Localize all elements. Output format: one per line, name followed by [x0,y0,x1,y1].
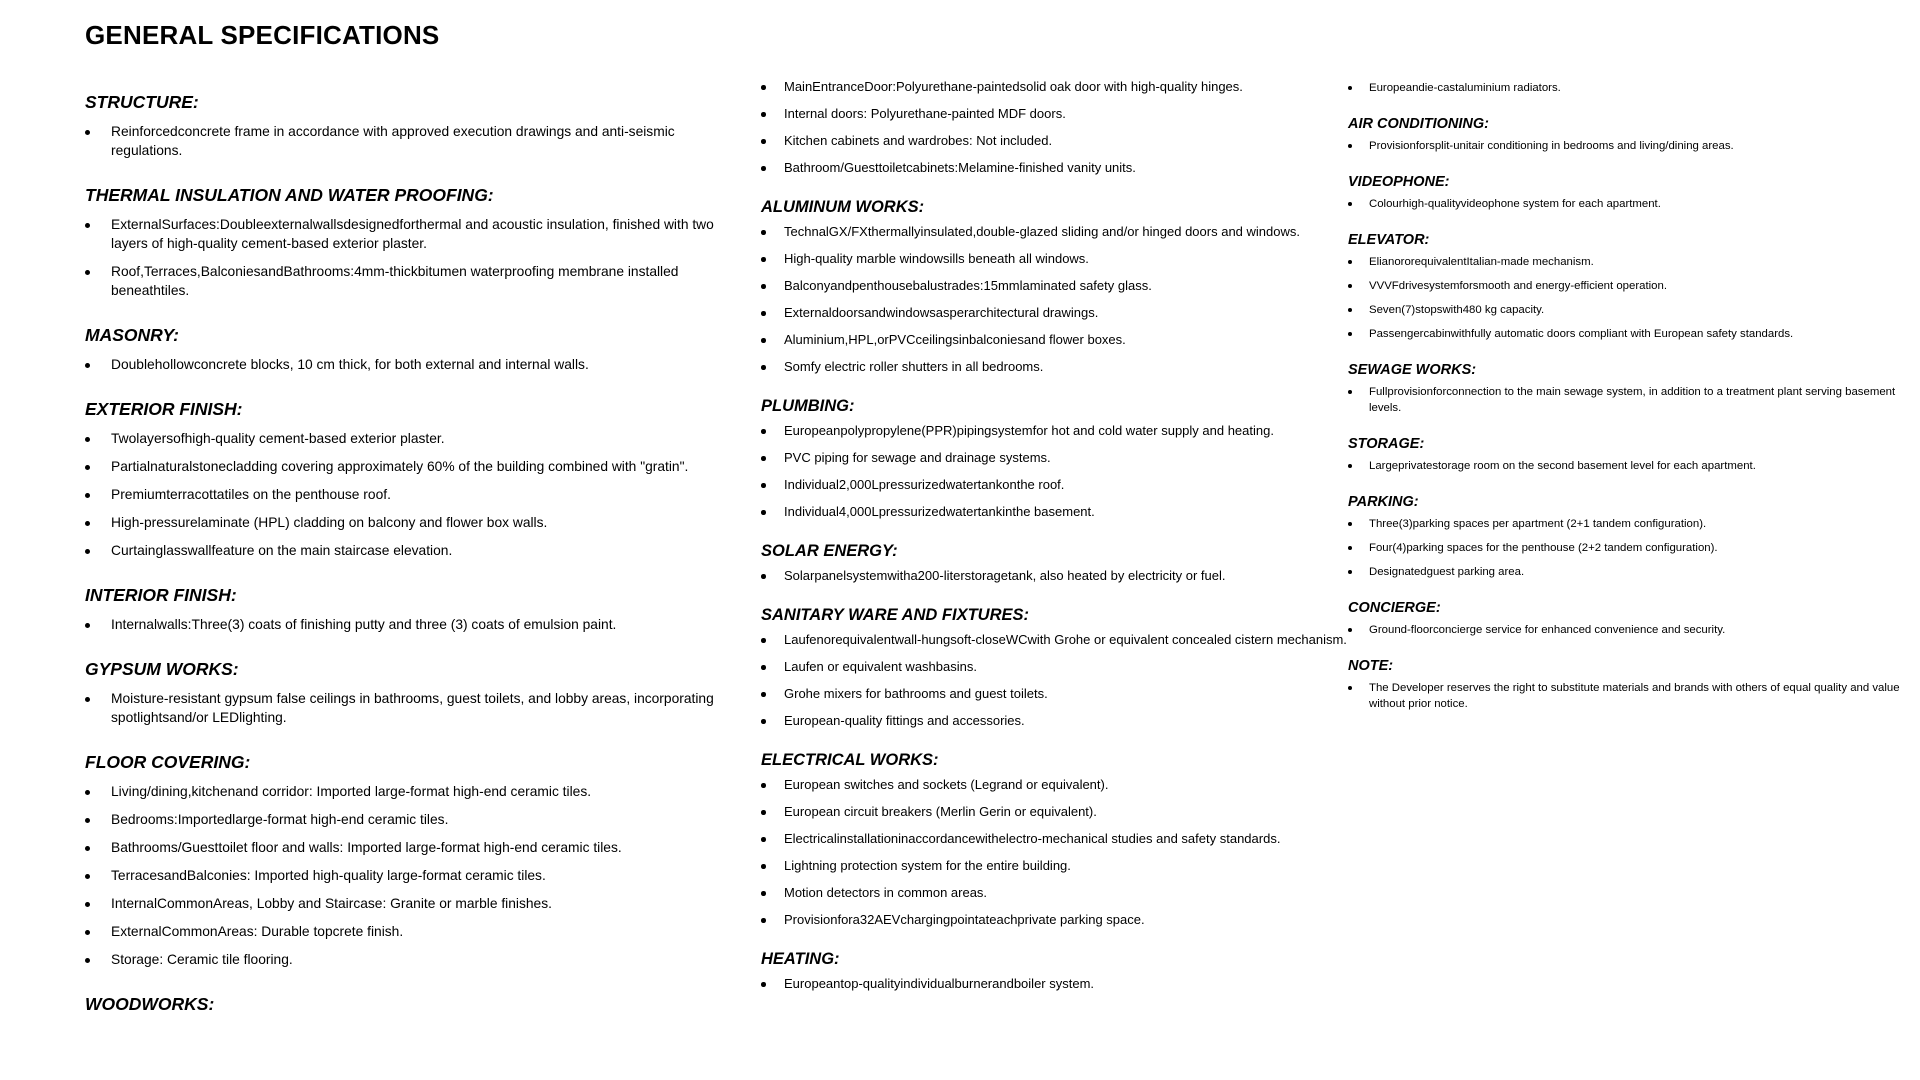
spec-list-item: Individual2,000Lpressurizedwatertankonthe roof. [761,476,1361,493]
spec-list [85,122,745,160]
spec-list-item: Passengercabinwithfully automatic doors compliant with European safety standards. [1348,326,1908,342]
spec-list-item: Doublehollowconcrete blocks, 10 cm thick, for both external and internal walls. [85,355,745,374]
spec-list-item: Three(3)parking spaces per apartment (2+1 tandem configuration). [1348,516,1908,532]
spec-list [1348,196,1908,212]
spec-list-item: Externaldoorsandwindowsasperarchitectural drawings. [761,304,1361,321]
spec-section [85,325,745,374]
spec-section [1348,174,1908,212]
spec-list [1348,680,1908,712]
spec-list-item: European-quality fittings and accessories. [761,712,1361,729]
section-heading: ELECTRICAL WORKS: [761,751,939,769]
spec-list-item: European circuit breakers (Merlin Gerin or equivalent). [761,803,1361,820]
section-heading: AIR CONDITIONING: [1348,116,1489,132]
spec-list-item: Four(4)parking spaces for the penthouse (2+2 tandem configuration). [1348,540,1908,556]
spec-list-item: Europeanpolypropylene(PPR)pipingsystemfor hot and cold water supply and heating. [761,422,1361,439]
spec-list [1348,622,1908,638]
spec-list [85,615,745,634]
section-heading: SOLAR ENERGY: [761,542,898,560]
spec-list-item: Internalwalls:Three(3) coats of finishing putty and three (3) coats of emulsion paint. [85,615,745,634]
spec-list-item: Lightning protection system for the entire building. [761,857,1361,874]
section-heading: THERMAL INSULATION AND WATER PROOFING: [85,185,494,205]
spec-list-item: High-quality marble windowsills beneath all windows. [761,250,1361,267]
spec-list [85,689,745,727]
spec-section [85,399,745,560]
spec-section [85,585,745,634]
spec-list-item: Living/dining,kitchenand corridor: Imported large-format high-end ceramic tiles. [85,782,745,801]
spec-list-item: ElianororequivalentItalian-made mechanism. [1348,254,1908,270]
section-heading: HEATING: [761,950,840,968]
spec-column-2 [761,78,1361,1002]
spec-list [85,215,745,300]
spec-section [1348,494,1908,580]
spec-list-item: Roof,Terraces,BalconiesandBathrooms:4mm-thickbitumen waterproofing membrane installed beneathtiles. [85,262,745,300]
spec-section [1348,80,1908,96]
spec-list [1348,384,1908,416]
spec-list-item: Ground-floorconcierge service for enhanced convenience and security. [1348,622,1908,638]
spec-list [761,975,1361,992]
spec-list [761,422,1361,520]
spec-list-item: Fullprovisionforconnection to the main sewage system, in addition to a treatment plant serving basement levels. [1348,384,1908,416]
spec-list-item: Provisionfora32AEVchargingpointateachprivate parking space. [761,911,1361,928]
section-heading: WOODWORKS: [85,994,215,1014]
spec-list [761,78,1361,176]
spec-list-item: Largeprivatestorage room on the second basement level for each apartment. [1348,458,1908,474]
spec-section [1348,232,1908,342]
spec-list [85,429,745,560]
spec-section [761,542,1361,584]
spec-list [1348,138,1908,154]
section-heading: STORAGE: [1348,436,1425,452]
section-heading: MASONRY: [85,325,179,345]
section-heading: PLUMBING: [761,397,855,415]
spec-list [85,355,745,374]
spec-list-item: Solarpanelsystemwitha200-literstoragetank, also heated by electricity or fuel. [761,567,1361,584]
page-title: GENERAL SPECIFICATIONS [85,20,440,50]
spec-list-item: ExternalCommonAreas: Durable topcrete finish. [85,922,745,941]
spec-list-item: Bathroom/Guesttoiletcabinets:Melamine-finished vanity units. [761,159,1361,176]
spec-list [1348,254,1908,342]
spec-list-item: Kitchen cabinets and wardrobes: Not included. [761,132,1361,149]
spec-list-item: Electricalinstallationinaccordancewithelectro-mechanical studies and safety standards. [761,830,1361,847]
spec-section [1348,436,1908,474]
spec-list-item: Storage: Ceramic tile flooring. [85,950,745,969]
spec-section [761,78,1361,176]
spec-list-item: Colourhigh-qualityvideophone system for each apartment. [1348,196,1908,212]
spec-list-item: Bedrooms:Importedlarge-format high-end ceramic tiles. [85,810,745,829]
spec-list [1348,458,1908,474]
spec-list-item: Motion detectors in common areas. [761,884,1361,901]
spec-list-item: The Developer reserves the right to substitute materials and brands with others of equal quality and value without prior notice. [1348,680,1908,712]
section-heading: ALUMINUM WORKS: [761,198,925,216]
section-heading: VIDEOPHONE: [1348,174,1450,190]
spec-section [85,185,745,300]
spec-section [1348,658,1908,712]
section-heading: ELEVATOR: [1348,232,1430,248]
spec-list-item: MainEntranceDoor:Polyurethane-paintedsolid oak door with high-quality hinges. [761,78,1361,95]
spec-section [761,950,1361,992]
spec-list-item: European switches and sockets (Legrand or equivalent). [761,776,1361,793]
spec-list-item: Curtainglasswallfeature on the main staircase elevation. [85,541,745,560]
spec-column-3 [1348,80,1908,720]
spec-list [1348,516,1908,580]
spec-list-item: VVVFdrivesystemforsmooth and energy-efficient operation. [1348,278,1908,294]
section-heading: INTERIOR FINISH: [85,585,237,605]
spec-section [85,92,745,160]
spec-list-item: Designatedguest parking area. [1348,564,1908,580]
spec-list-item: Aluminium,HPL,orPVCceilingsinbalconiesand flower boxes. [761,331,1361,348]
spec-list-item: Internal doors: Polyurethane-painted MDF doors. [761,105,1361,122]
spec-section [761,751,1361,928]
spec-list-item: Grohe mixers for bathrooms and guest toilets. [761,685,1361,702]
spec-list [761,223,1361,375]
section-heading: SEWAGE WORKS: [1348,362,1477,378]
spec-section [761,606,1361,729]
spec-list-item: Balconyandpenthousebalustrades:15mmlaminated safety glass. [761,277,1361,294]
spec-list [761,631,1361,729]
spec-section [761,397,1361,520]
spec-list-item: Twolayersofhigh-quality cement-based exterior plaster. [85,429,745,448]
spec-list [1348,80,1908,96]
spec-list-item: Somfy electric roller shutters in all bedrooms. [761,358,1361,375]
section-heading: CONCIERGE: [1348,600,1441,616]
spec-list-item: Laufenorequivalentwall-hungsoft-closeWCwith Grohe or equivalent concealed cistern mechanism. [761,631,1361,648]
spec-section [85,752,745,969]
spec-list [85,782,745,969]
spec-list-item: Laufen or equivalent washbasins. [761,658,1361,675]
spec-list-item: Individual4,000Lpressurizedwatertankinthe basement. [761,503,1361,520]
spec-list-item: TechnalGX/FXthermallyinsulated,double-glazed sliding and/or hinged doors and windows. [761,223,1361,240]
spec-section [1348,116,1908,154]
spec-list-item: Moisture-resistant gypsum false ceilings in bathrooms, guest toilets, and lobby areas, incorporating spotlightsand/or LEDlighting. [85,689,745,727]
section-heading: PARKING: [1348,494,1419,510]
section-heading: GYPSUM WORKS: [85,659,239,679]
spec-list-item: Seven(7)stopswith480 kg capacity. [1348,302,1908,318]
spec-section [761,198,1361,375]
spec-list-item: TerracesandBalconies: Imported high-quality large-format ceramic tiles. [85,866,745,885]
spec-list-item: High-pressurelaminate (HPL) cladding on balcony and flower box walls. [85,513,745,532]
spec-list-item: InternalCommonAreas, Lobby and Staircase: Granite or marble finishes. [85,894,745,913]
spec-list-item: Reinforcedconcrete frame in accordance with approved execution drawings and anti-seismic regulations. [85,122,745,160]
section-heading: FLOOR COVERING: [85,752,251,772]
section-heading: EXTERIOR FINISH: [85,399,243,419]
section-heading: STRUCTURE: [85,92,199,112]
spec-section [85,659,745,727]
spec-list-item: Bathrooms/Guesttoilet floor and walls: Imported large-format high-end ceramic tiles. [85,838,745,857]
spec-list-item: Premiumterracottatiles on the penthouse roof. [85,485,745,504]
spec-column-1 [85,72,745,1024]
spec-list [761,567,1361,584]
spec-section [1348,600,1908,638]
spec-list [761,776,1361,928]
spec-list-item: Provisionforsplit-unitair conditioning in bedrooms and living/dining areas. [1348,138,1908,154]
spec-section [85,994,745,1015]
spec-list-item: PVC piping for sewage and drainage systems. [761,449,1361,466]
section-heading: SANITARY WARE AND FIXTURES: [761,606,1029,624]
spec-section [1348,362,1908,416]
spec-list-item: Partialnaturalstonecladding covering approximately 60% of the building combined with "gratin". [85,457,745,476]
spec-list-item: Europeantop-qualityindividualburnerandboiler system. [761,975,1361,992]
spec-list-item: Europeandie-castaluminium radiators. [1348,80,1908,96]
section-heading: NOTE: [1348,658,1394,674]
spec-list-item: ExternalSurfaces:Doubleexternalwallsdesignedforthermal and acoustic insulation, finished with two layers of high-quality cement-based exterior plaster. [85,215,745,253]
